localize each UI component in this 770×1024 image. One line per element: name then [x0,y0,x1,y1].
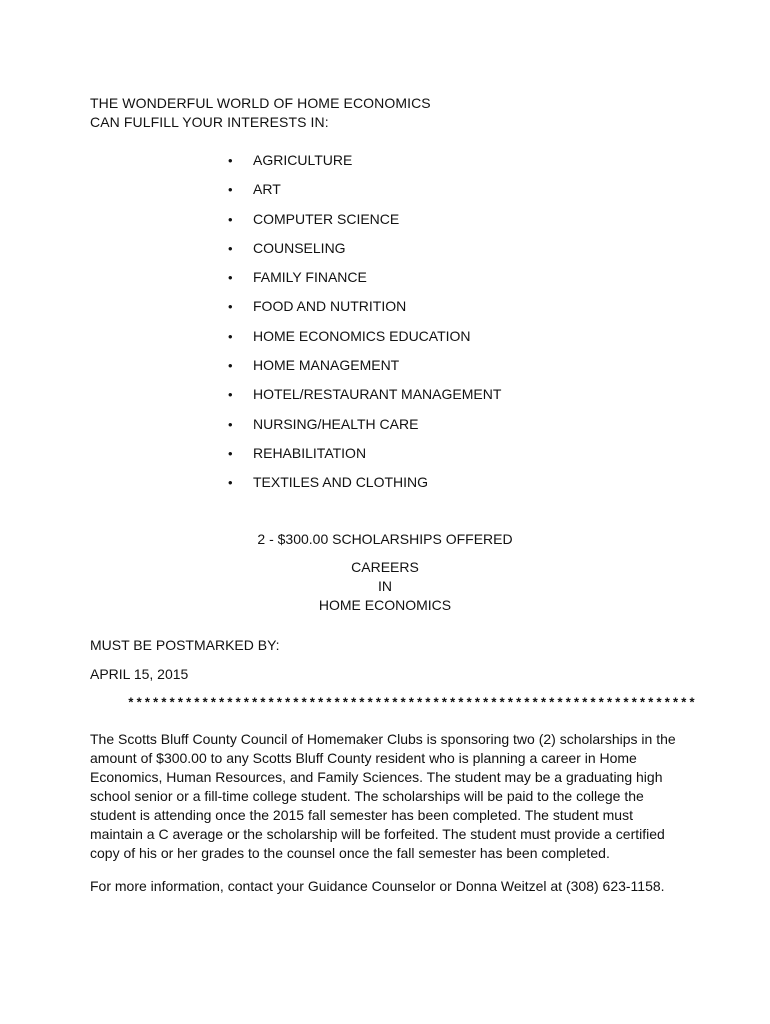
interest-list [228,151,501,503]
interest-label: COMPUTER SCIENCE [253,210,400,227]
heading-line-2: CAN FULFILL YOUR INTERESTS IN: [90,114,329,130]
scholarship-offer: 2 - $300.00 SCHOLARSHIPS OFFERED [257,531,513,547]
bullet-icon: • [228,153,233,168]
interest-label: ART [253,181,281,198]
list-item [228,239,501,268]
bullet-icon: • [228,328,233,344]
document-heading [90,94,431,132]
interest-label: HOME ECONOMICS EDUCATION [253,327,471,344]
list-item [228,356,501,385]
interest-label: TEXTILES AND CLOTHING [253,474,429,491]
bullet-icon: • [228,299,233,315]
bullet-icon: • [228,211,233,227]
contact-info: For more information, contact your Guidance Counselor or Donna Weitzel at (308) 623-1158. [90,878,665,894]
bullet-icon: • [228,358,233,374]
bullet-icon: • [228,416,233,432]
careers-line-3: HOME ECONOMICS [318,597,452,613]
postmark-date: APRIL 15, 2015 [90,666,189,682]
bullet-icon: • [228,270,233,286]
interest-label: FOOD AND NUTRITION [253,298,407,315]
list-item [228,180,501,209]
interest-label: AGRICULTURE [253,152,353,168]
bullet-icon: • [228,182,233,198]
careers-title [0,558,770,615]
postmark-label: MUST BE POSTMARKED BY: [90,637,280,653]
bullet-icon: • [228,445,233,461]
asterisk-divider: ********************************************************************* [127,696,697,711]
list-item [228,327,501,356]
list-item [228,210,501,239]
interest-label: FAMILY FINANCE [253,269,367,286]
heading-line-1: THE WONDERFUL WORLD OF HOME ECONOMICS [90,95,431,111]
interest-label: HOME MANAGEMENT [253,357,400,374]
bullet-icon: • [228,387,233,403]
list-item [228,415,501,444]
list-item [228,473,501,502]
careers-line-2: IN [378,578,392,594]
interest-label: NURSING/HEALTH CARE [253,415,419,432]
interest-label: REHABILITATION [253,444,367,461]
list-item [228,297,501,326]
interest-label: COUNSELING [253,239,346,256]
careers-line-1: CAREERS [351,559,419,575]
list-item [228,385,501,414]
list-item [228,444,501,473]
list-item [228,151,501,180]
list-item [228,268,501,297]
bullet-icon: • [228,240,233,256]
scholarship-description: The Scotts Bluff County Council of Homemaker Clubs is sponsoring two (2) scholarships in the amount of $300.00 to any Scotts Bluff County resident who is planning a career in Home Economics, Human Resources, and Family Sciences. The student may be a graduating high school senior or a fill-time college student. The scholarships will be paid to the college the student is attending once the 2015 fall semester has been completed. The student must maintain a C average or the scholarship will be forfeited. The student must provide a certified copy of his or her grades to the counsel once the fall semester has been completed. [90,731,676,861]
interest-label: HOTEL/RESTAURANT MANAGEMENT [253,386,502,403]
bullet-icon: • [228,475,233,491]
